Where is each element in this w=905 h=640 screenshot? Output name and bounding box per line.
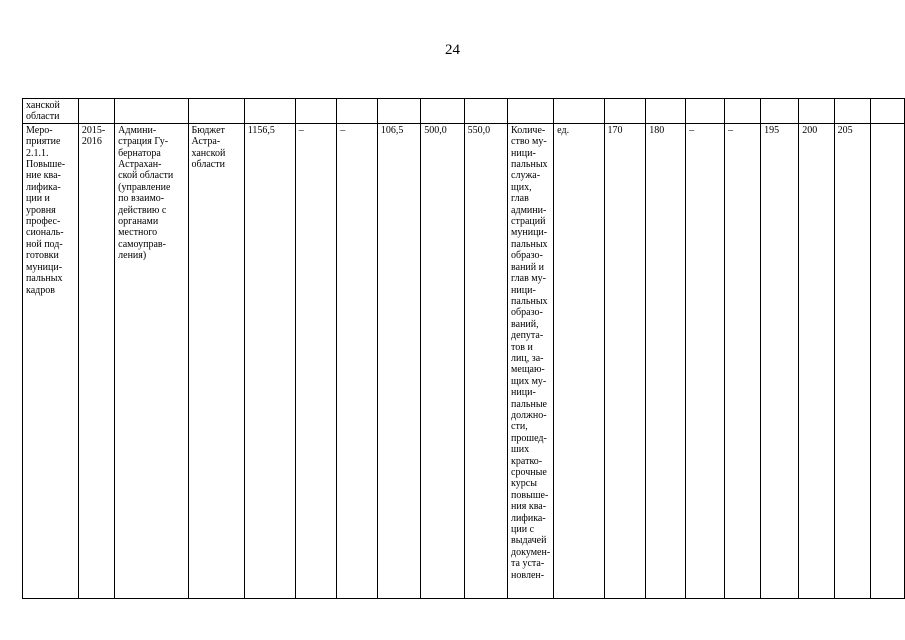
indicator-value-cell: – xyxy=(686,123,725,598)
table-cell xyxy=(604,99,646,124)
indicator-value-cell: – xyxy=(724,123,760,598)
unit-cell: ед. xyxy=(554,123,604,598)
table-cell xyxy=(724,99,760,124)
table-cell xyxy=(870,123,904,598)
indicator-value-cell: 170 xyxy=(604,123,646,598)
continuation-row xyxy=(23,99,905,124)
table-cell xyxy=(554,99,604,124)
table-cell xyxy=(799,99,834,124)
table-cell xyxy=(78,99,114,124)
table-cell xyxy=(295,99,337,124)
table-cell xyxy=(421,99,464,124)
amount-cell: 550,0 xyxy=(464,123,507,598)
amount-cell: – xyxy=(337,123,378,598)
table-cell xyxy=(115,99,188,124)
program-table xyxy=(22,98,905,599)
funding-source-cell: Бюджет Астра- ханской области xyxy=(188,123,244,598)
table-cell xyxy=(761,99,799,124)
event-cell: Меро- приятие 2.1.1. Повыше- ние ква- лифика- ции и уровня профес- сиональ- ной под- готовки муници- пальных кадров xyxy=(23,123,79,598)
executor-cell: Админи- страция Гу- бернатора Астрахан- ской области (управление по взаимо- действию с органами местного самоуправ- ления) xyxy=(115,123,188,598)
table-cell xyxy=(244,99,295,124)
amount-cell: 106,5 xyxy=(377,123,420,598)
indicator-value-cell: 205 xyxy=(834,123,870,598)
table-cell xyxy=(508,99,554,124)
table-cell xyxy=(646,99,686,124)
table-cell xyxy=(377,99,420,124)
table-cell xyxy=(834,99,870,124)
total-amount-cell: 1156,5 xyxy=(244,123,295,598)
table-cell xyxy=(188,99,244,124)
table-cell xyxy=(686,99,725,124)
indicator-cell: Количе- ство му- ници- пальных служа- щих, глав админи- страций муници- пальных образо- ваний и глав му- ници- пальных образо- ваний, депута- тов и лиц, за- мещаю- щих му- ници- пальные должно- сти, прошед- ших кратко- срочные курсы повыше- ния ква- лифика- ции с выдачей докумен- та уста- новлен- xyxy=(508,123,554,598)
indicator-value-cell: 200 xyxy=(799,123,834,598)
years-cell: 2015- 2016 xyxy=(78,123,114,598)
table-cell xyxy=(464,99,507,124)
table-row xyxy=(23,123,905,598)
continuation-first-cell: ханской области xyxy=(23,99,79,124)
indicator-value-cell: 180 xyxy=(646,123,686,598)
page-number: 24 xyxy=(445,42,460,58)
amount-cell: 500,0 xyxy=(421,123,464,598)
table-cell xyxy=(870,99,904,124)
amount-cell: – xyxy=(295,123,337,598)
indicator-value-cell: 195 xyxy=(761,123,799,598)
table-cell xyxy=(337,99,378,124)
